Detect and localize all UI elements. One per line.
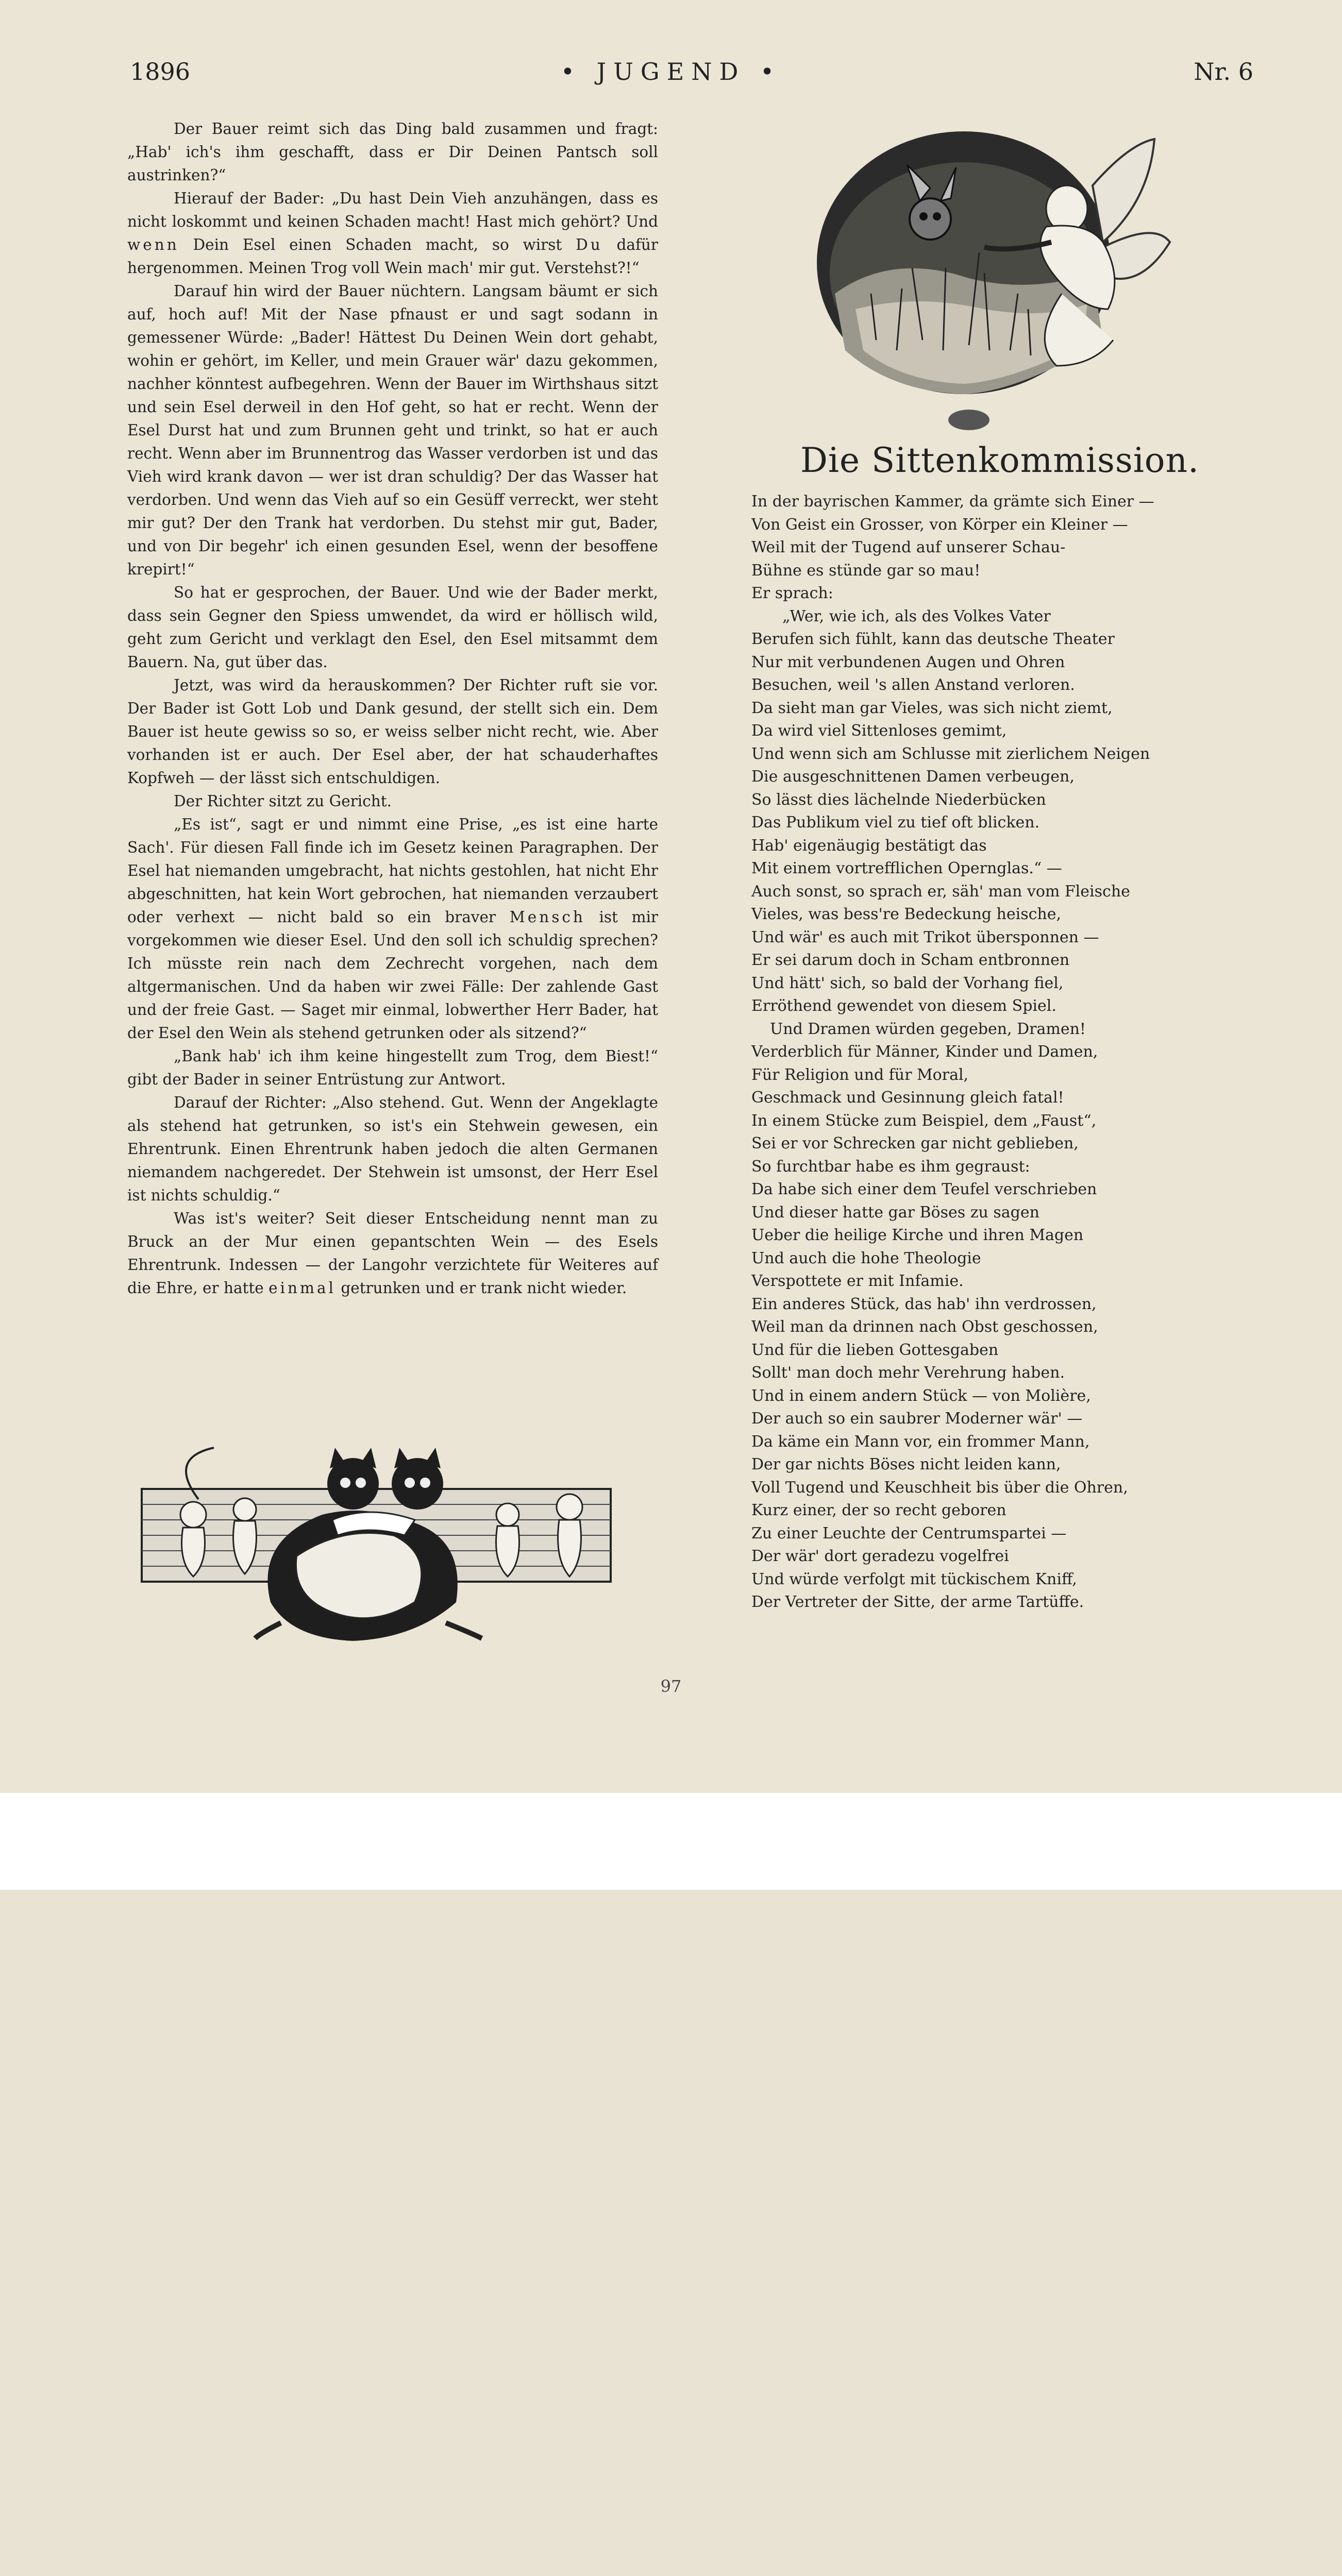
emphasized-word: wenn (127, 236, 179, 253)
poem-line: Und wenn sich am Schlusse mit zierlichem Neigen (751, 744, 1150, 763)
poem-line: Die ausgeschnittenen Damen verbeugen, (751, 768, 1075, 786)
poem-line: So lässt dies lächelnde Niederbücken (751, 790, 1046, 809)
poem-line: Der Vertreter der Sitte, der arme Tartüffe. (751, 1593, 1084, 1611)
poem-line: Verderblich für Männer, Kinder und Damen, (751, 1043, 1098, 1061)
story-paragraph (127, 1091, 658, 1207)
fairy-vignette-illustration (814, 124, 1180, 443)
paragraph-text: Darauf hin wird der Bauer nüchtern. Langsam bäumt er sich auf, hoch auf! Mit der Nase pfnaust er und sagt sodann in gemessener Würde: „Bader! Hättest Du Deinen Wein dort gehabt, wohin er gehört, im Keller, und mein Grauer wär' dazu gekommen, nachher könntest aufbegehren. Wenn der Bauer im Wirthshaus sitzt und sein Esel derweil in den Hof geht, so hat er recht. Wenn der Esel Durst hat und zum Brunnen geht und trinkt, so hat er auch recht. Wenn aber im Brunnentrog das Wasser verdorben ist und das Vieh wird krank davon — wer ist dran schuldig? Der das Wasser hat verdorben. Und wenn das Vieh auf so ein Gesüff verreckt, wer steht mir gut? Der den Trank hat verdorben. Du stehst mir gut, Bader, und von Dir begehr' ich einen gesunden Esel, wenn der besoffene krepirt!“ (127, 282, 658, 578)
poem-line: „Wer, wie ich, als des Volkes Vater (782, 607, 1051, 625)
paragraph-text: Der Richter sitzt zu Gericht. (174, 792, 392, 810)
poem-line: Auch sonst, so sprach er, säh' man vom Fleische (751, 882, 1130, 901)
paragraph-text: Dein Esel einen Schaden macht, so wirst (179, 236, 576, 253)
poem-line: Erröthend gewendet von diesem Spiel. (751, 997, 1056, 1015)
poem-line: Berufen sich fühlt, kann das deutsche Theater (751, 630, 1115, 648)
poem-line: Er sei darum doch in Scham entbronnen (751, 951, 1070, 969)
paragraph-text: „Es ist“, sagt er und nimmt eine Prise, „es ist eine harte Sach'. Für diesen Fall finde ich im Gesetz keinen Paragraphen. Der Esel hat niemanden umgebracht, hat nichts gestohlen, hat nicht Ehr abgeschnitten, hat kein Wort gebrochen, hat niemanden verzaubert oder verhext — nicht bald so ein braver (127, 816, 658, 926)
poem-line: In der bayrischen Kammer, da grämte sich Einer — (751, 493, 1154, 511)
poem-line: Da sieht man gar Vieles, was sich nicht ziemt, (751, 699, 1113, 717)
poem-line: Weil man da drinnen nach Obst geschossen, (751, 1318, 1098, 1336)
poem-line: Und auch die hohe Theologie (751, 1249, 981, 1267)
poem-line: Vieles, was bess're Bedeckung heische, (751, 905, 1062, 923)
emphasized-word: Mensch (509, 908, 585, 926)
paragraph-text: Jetzt, was wird da herauskommen? Der Richter ruft sie vor. Der Bader ist Gott Lob und Dank gesund, der stellt sich ein. Dem Bauer ist heute gewiss so so, er weiss selber nicht recht, wie. Aber vorhanden ist er auch. Der Esel aber, der hat schauderhaftes Kopfweh — der lässt sich entschuldigen. (127, 676, 658, 787)
poem-line: Er sprach: (751, 584, 833, 602)
poem-line: Zu einer Leuchte der Centrumspartei — (751, 1524, 1067, 1543)
poem-line: Da käme ein Mann vor, ein frommer Mann, (751, 1432, 1090, 1451)
poem-line: Geschmack und Gesinnung gleich fatal! (751, 1089, 1064, 1107)
page-number: 97 (660, 1676, 682, 1696)
story-paragraph (127, 1207, 658, 1300)
emphasized-word: Du (576, 236, 603, 253)
cats-and-goblins-illustration (126, 1437, 631, 1643)
poem-line: Mit einem vortrefflichen Opernglas.“ — (751, 859, 1062, 877)
poem-line: Für Religion und für Moral, (751, 1065, 969, 1084)
poem-line: Der gar nichts Böses nicht leiden kann, (751, 1455, 1061, 1473)
poem-line: Verspottete er mit Infamie. (751, 1272, 964, 1290)
poem-line: Und Dramen würden gegeben, Dramen! (770, 1020, 1086, 1038)
poem-line: Und hätt' sich, so bald der Vorhang fiel, (751, 974, 1064, 992)
poem-line: Und für die lieben Gottesgaben (751, 1341, 999, 1359)
poem-line: Und wär' es auch mit Trikot übersponnen — (751, 928, 1099, 946)
poem-line: Sollt' man doch mehr Verehrung haben. (751, 1364, 1065, 1382)
story-column (127, 117, 658, 1300)
story-paragraph (127, 581, 658, 674)
poem-line: Da habe sich einer dem Teufel verschrieben (751, 1180, 1097, 1198)
paragraph-text: dafür hergenommen. Meinen Trog voll Wein mach' mir gut. Verstehst?!“ (127, 236, 658, 277)
poem-text (751, 490, 1215, 1614)
story-paragraph (127, 117, 658, 187)
paragraph-text: ist mir vorgekommen wie dieser Esel. Und den soll ich schuldig sprechen? Ich müsste rein nach dem Zechrecht vorgehen, nach dem altgermanischen. Und da haben wir zwei Fälle: Der zahlende Gast und der freie Gast. — Saget mir einmal, lobwerther Herr Bader, hat der Esel den Wein als stehend getrunken oder als sitzend?“ (127, 908, 658, 1042)
story-paragraph (127, 813, 658, 1045)
poem-line: Voll Tugend und Keuschheit bis über die Ohren, (751, 1478, 1128, 1497)
paragraph-text: So hat er gesprochen, der Bauer. Und wie der Bader merkt, dass sein Gegner den Spiess umwendet, da wird er höllisch wild, geht zum Gericht und verklagt den Esel, den Esel mitsammt dem Bauern. Na, gut über das. (127, 584, 658, 671)
paragraph-text: Was ist's weiter? Seit dieser Entscheidung nennt man zu Bruck an der Mur einen gepantschten Wein — des Esels Ehrentrunk. Indessen — der Langohr verzichtete für Weiteres auf die Ehre, er hatte (127, 1210, 658, 1297)
poem-line: Das Publikum viel zu tief oft blicken. (751, 814, 1040, 832)
poem-line: Und dieser hatte gar Böses zu sagen (751, 1203, 1039, 1222)
story-paragraph (127, 790, 658, 813)
poem-line: So furchtbar habe es ihm gegraust: (751, 1157, 1030, 1176)
poem-line: Von Geist ein Grosser, von Körper ein Kleiner — (751, 515, 1128, 534)
poem-line: Ueber die heilige Kirche und ihren Magen (751, 1226, 1084, 1244)
poem-line: In einem Stücke zum Beispiel, dem „Faust“, (751, 1111, 1097, 1130)
poem-title: Die Sittenkommission. (800, 440, 1200, 480)
running-header (0, 58, 1342, 94)
poem-line: Nur mit verbundenen Augen und Ohren (751, 653, 1065, 671)
poem-line: Da wird viel Sittenloses gemimt, (751, 722, 1007, 740)
issue-number: Nr. 6 (1194, 58, 1253, 86)
poem-line: Und in einem andern Stück — von Molière, (751, 1386, 1091, 1405)
paragraph-text: „Bank hab' ich ihm keine hingestellt zum Trog, dem Biest!“ gibt der Bader in seiner Entrüstung zur Antwort. (127, 1047, 658, 1088)
magazine-title: • JUGEND • (560, 58, 782, 86)
header-year: 1896 (130, 58, 191, 86)
paragraph-text: getrunken und er trank nicht wieder. (336, 1279, 627, 1297)
digitization-footer (0, 1793, 1342, 1890)
poem-line: Bühne es stünde gar so mau! (751, 561, 981, 580)
story-paragraph (127, 674, 658, 790)
story-paragraph (127, 187, 658, 280)
paragraph-text: Darauf der Richter: „Also stehend. Gut. Wenn der Angeklagte als stehend hat getrunken, so ist's ein Stehwein gewesen, ein Ehrentrunk. Einen Ehrentrunk haben jedoch die alten Germanen niemandem nachgeredet. Der Stehwein ist umsonst, der Herr Esel ist nichts schuldig.“ (127, 1094, 658, 1204)
story-paragraph (127, 1045, 658, 1091)
emphasized-word: einmal (269, 1279, 336, 1297)
poem-line: Der auch so ein saubrer Moderner wär' — (751, 1410, 1083, 1428)
poem-line: Weil mit der Tugend auf unserer Schau- (751, 538, 1066, 556)
paragraph-text: Der Bauer reimt sich das Ding bald zusammen und fragt: „Hab' ich's ihm geschafft, dass er Dir Deinen Pantsch soll austrinken?“ (127, 120, 658, 184)
story-paragraph (127, 280, 658, 581)
poem-line: Und würde verfolgt mit tückischem Kniff, (751, 1570, 1077, 1588)
paragraph-text: Hierauf der Bader: „Du hast Dein Vieh anzuhängen, dass es nicht loskommt und keinen Schaden macht! Hast mich gehört? Und (127, 190, 658, 230)
poem-line: Der wär' dort geradezu vogelfrei (751, 1547, 1009, 1565)
poem-line: Sei er vor Schrecken gar nicht geblieben, (751, 1134, 1079, 1153)
poem-line: Besuchen, weil 's allen Anstand verloren. (751, 676, 1075, 694)
poem-line: Hab' eigenäugig bestätigt das (751, 836, 987, 855)
poem-line: Kurz einer, der so recht geboren (751, 1501, 1006, 1519)
poem-line: Ein anderes Stück, das hab' ihn verdrossen, (751, 1295, 1097, 1313)
